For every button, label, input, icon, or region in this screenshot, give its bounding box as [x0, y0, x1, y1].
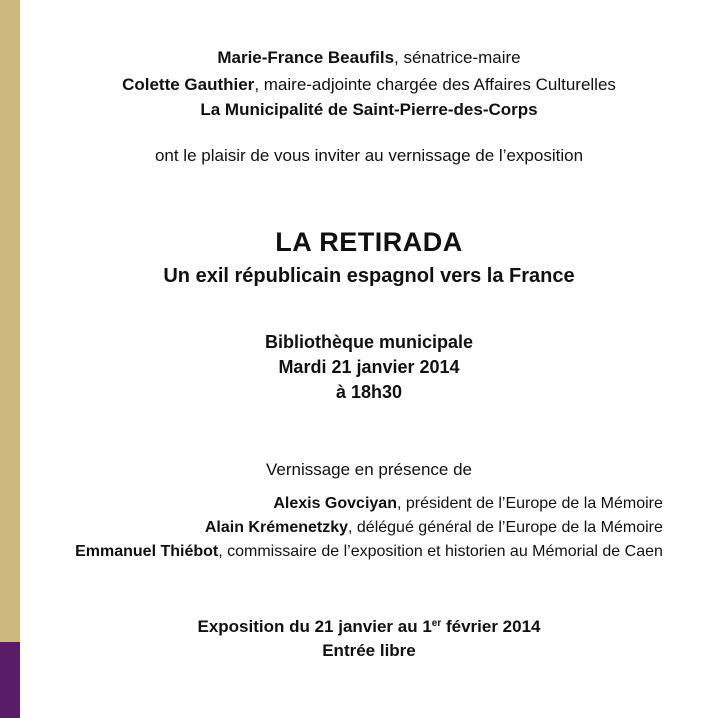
guest-role: , commissaire de l’exposition et historien au Mémorial de Caen: [218, 543, 663, 560]
dates-suffix: février 2014: [441, 617, 541, 636]
host-name: Marie-France Beaufils: [217, 48, 395, 67]
host-line-3: [20, 100, 718, 120]
sidebar-purple-stripe: [0, 642, 20, 718]
guest-role: , délégué général de l’Europe de la Mémoire: [348, 519, 663, 536]
entry-free: Entrée libre: [322, 641, 416, 660]
dates-superscript: er: [431, 618, 442, 629]
host-line-1: [20, 48, 718, 68]
guest-line-1: [75, 492, 663, 516]
guest-line-3: [75, 540, 663, 564]
guest-role: , président de l’Europe de la Mémoire: [396, 495, 663, 512]
host-role: , maire-adjointe chargée des Affaires Culturelles: [254, 75, 616, 94]
guest-line-2: [75, 516, 663, 540]
exhibition-dates: [20, 617, 718, 637]
exhibition-title: LA RETIRADA: [275, 227, 463, 257]
guest-list: [20, 492, 718, 564]
invitation-text: ont le plaisir de vous inviter au vernissage de l’exposition: [154, 146, 584, 165]
host-line-2: [20, 75, 718, 95]
guest-name: Emmanuel Thiébot: [75, 543, 219, 560]
event-venue: Bibliothèque municipale: [264, 332, 474, 352]
dates-prefix: Exposition du 21 janvier au 1: [197, 617, 432, 636]
event-date: Mardi 21 janvier 2014: [278, 357, 460, 377]
sidebar-gold-stripe: [0, 0, 20, 642]
host-name: La Municipalité de Saint-Pierre-des-Corps: [200, 100, 538, 119]
event-time: à 18h30: [335, 382, 403, 402]
exhibition-subtitle: Un exil républicain espagnol vers la France: [163, 265, 575, 287]
guest-name: Alexis Govciyan: [273, 495, 397, 512]
guest-name: Alain Krémenetzky: [204, 519, 349, 536]
presence-intro: Vernissage en présence de: [265, 460, 473, 479]
host-role: , sénatrice-maire: [394, 48, 521, 67]
host-name: Colette Gauthier: [122, 75, 255, 94]
